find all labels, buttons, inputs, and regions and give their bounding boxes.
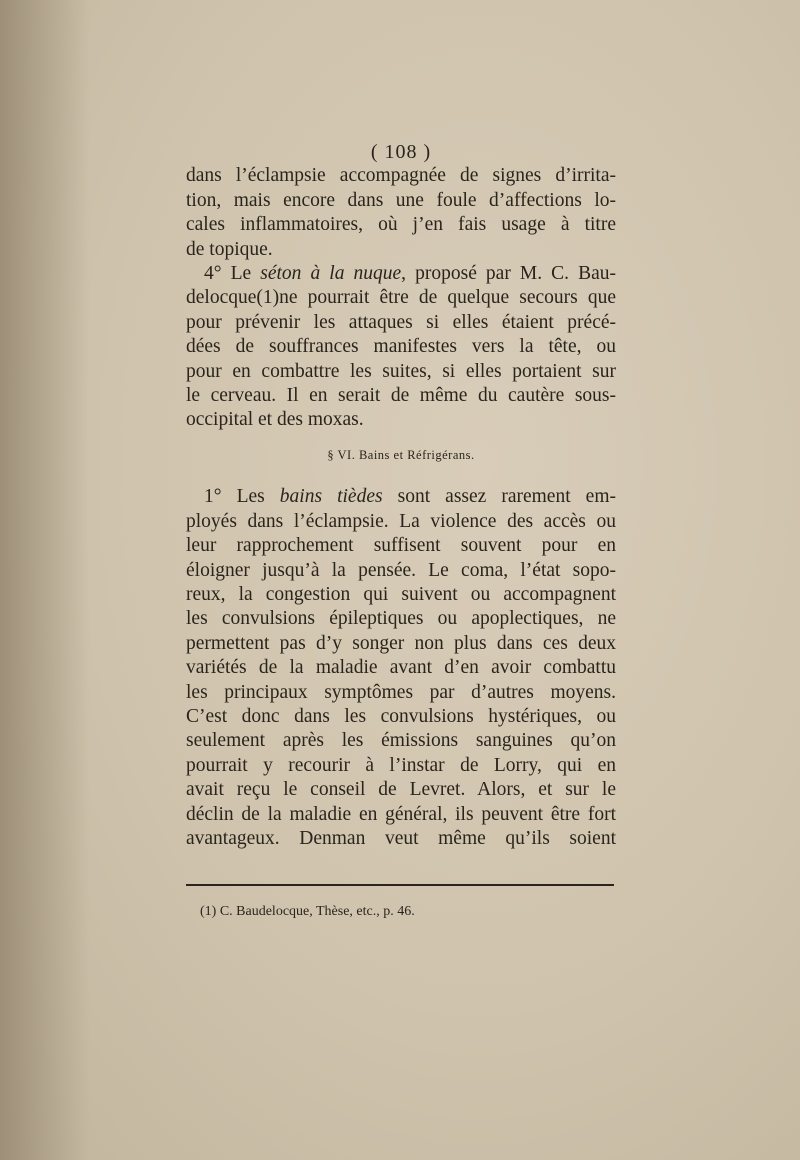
- text-line: C’est donc dans les convulsions hystériques, ou: [186, 705, 616, 727]
- text-line: permettent pas d’y songer non plus dans ces deux: [186, 632, 616, 654]
- para2-suffix: , proposé par M. C. Bau-: [401, 263, 616, 285]
- text-line: avantageux. Denman veut même qu’ils soient: [186, 827, 616, 849]
- text-line: les principaux symptômes par d’autres moyens.: [186, 681, 616, 703]
- text-line: pour prévenir les attaques si elles étaient précé-: [186, 311, 616, 333]
- paragraph-3: [186, 485, 616, 851]
- text-line: éloigner jusqu’à la pensée. Le coma, l’état sopo-: [186, 559, 616, 581]
- text-line: [186, 262, 616, 286]
- para2-prefix: 4° Le: [204, 263, 261, 285]
- page-number: ( 108 ): [370, 141, 432, 163]
- para3-prefix: 1° Les: [204, 486, 280, 508]
- text-line: [186, 485, 616, 509]
- paragraph-1: [186, 164, 616, 262]
- text-line: avait reçu le conseil de Levret. Alors, et sur le: [186, 779, 616, 801]
- text-line: dans l’éclampsie accompagnée de signes d’irrita-: [186, 165, 616, 187]
- para3-suffix: sont assez rarement em-: [382, 486, 616, 508]
- text-line: pourrait y recourir à l’instar de Lorry, qui en: [186, 754, 616, 776]
- text-line: seulement après les émissions sanguines qu’on: [186, 730, 616, 752]
- text-line: tion, mais encore dans une foule d’affections lo-: [186, 189, 616, 211]
- text-line: ployés dans l’éclampsie. La violence des accès ou: [186, 510, 616, 532]
- footnote-divider: [186, 884, 614, 886]
- text-line: dées de souffrances manifestes vers la tête, ou: [186, 336, 616, 358]
- section-heading: § VI. Bains et Réfrigérans.: [327, 447, 475, 462]
- paragraph-2: [186, 262, 616, 433]
- footnote: (1) C. Baudelocque, Thèse, etc., p. 46.: [200, 904, 415, 919]
- text-line: leur rapprochement suffisent souvent pour en: [186, 535, 616, 557]
- text-line: les convulsions épileptiques ou apoplectiques, ne: [186, 608, 616, 630]
- text-line: de topique.: [186, 238, 273, 260]
- text-line: le cerveau. Il en serait de même du cautère sous-: [186, 385, 616, 407]
- para3-italic: bains tièdes: [279, 486, 383, 508]
- text-line: delocque(1)ne pourrait être de quelque secours que: [186, 287, 616, 309]
- text-line: variétés de la maladie avant d’en avoir combattu: [186, 657, 616, 679]
- text-line: cales inflammatoires, où j’en fais usage à titre: [186, 214, 616, 236]
- text-line: déclin de la maladie en général, ils peuvent être fort: [186, 803, 616, 825]
- text-block: [186, 140, 616, 851]
- text-line: reux, la congestion qui suivent ou accompagnent: [186, 583, 616, 605]
- text-line: occipital et des moxas.: [186, 409, 364, 431]
- text-line: pour en combattre les suites, si elles portaient sur: [186, 360, 616, 382]
- para2-italic: séton à la nuque: [260, 263, 402, 285]
